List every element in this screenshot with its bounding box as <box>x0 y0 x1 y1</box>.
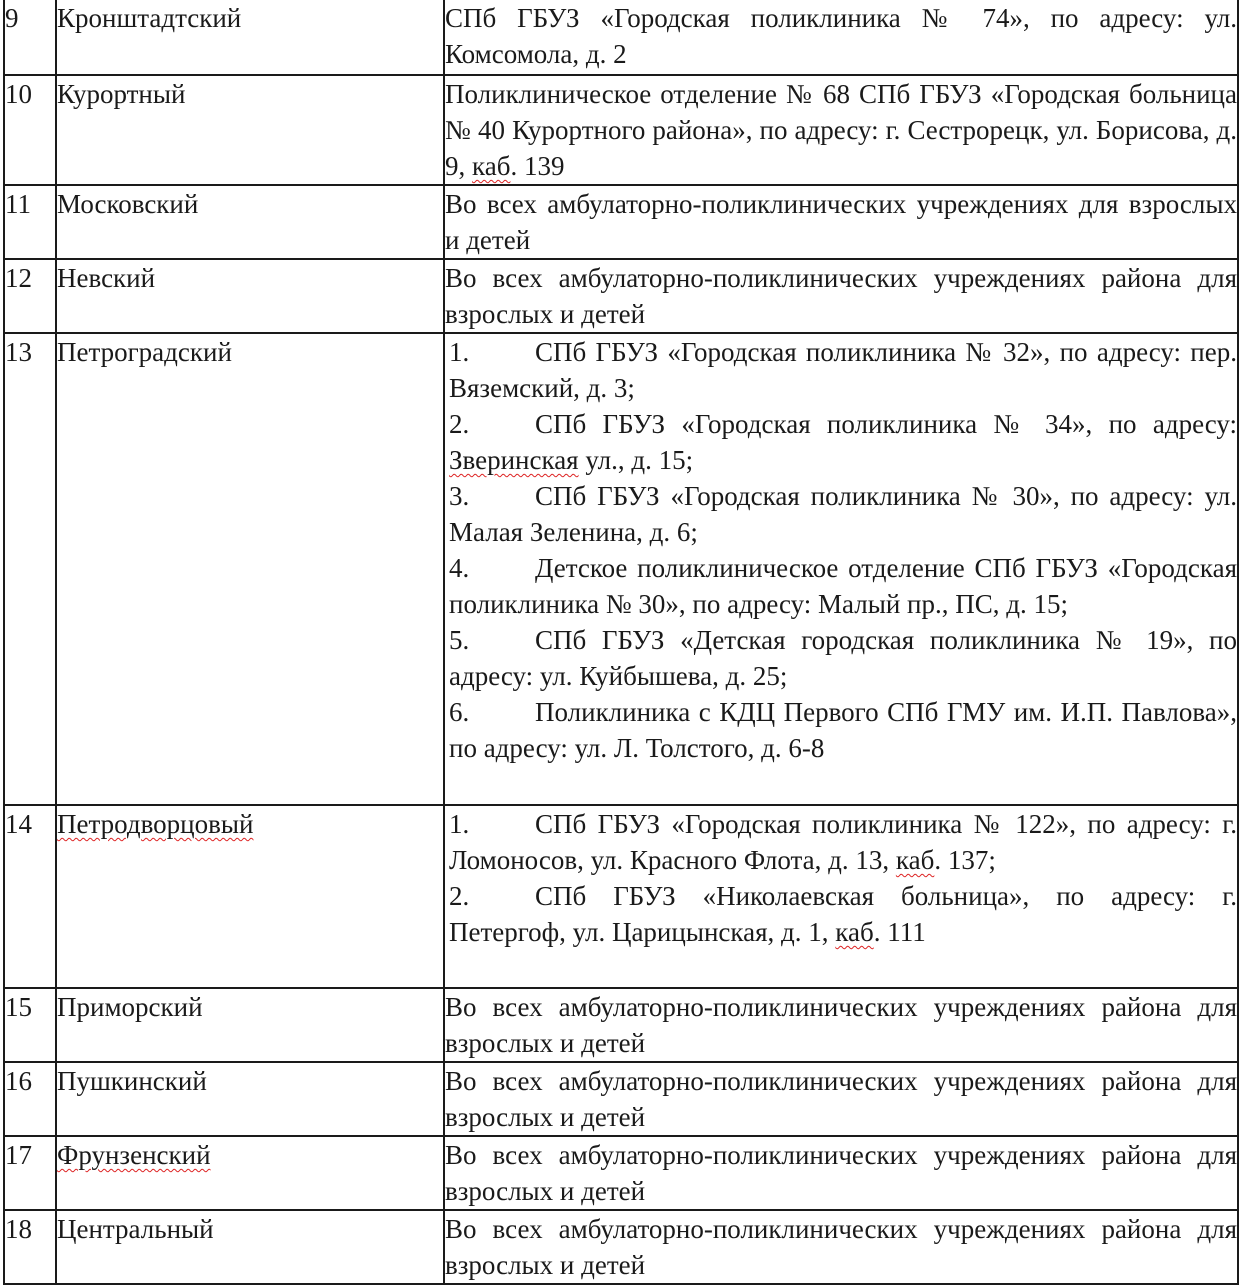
row-number: 15 <box>4 988 56 1062</box>
spellcheck-word: каб <box>895 845 935 875</box>
row-number: 17 <box>4 1136 56 1210</box>
table-row <box>4 1136 1238 1210</box>
clinic-address <box>444 185 1238 259</box>
clinic-address <box>444 333 1238 805</box>
table-row <box>4 259 1238 333</box>
spellcheck-word: Петродворцовый <box>57 809 254 839</box>
clinic-address <box>444 1210 1238 1284</box>
clinic-address <box>444 0 1238 75</box>
address-text: Во всех амбулаторно-поликлинических учреждениях района для взрослых и детей <box>445 1140 1237 1206</box>
table-row <box>4 333 1238 805</box>
row-number: 13 <box>4 333 56 805</box>
district-clinics-table <box>3 0 1239 1285</box>
district-name: Московский <box>56 185 444 259</box>
clinic-address <box>444 1136 1238 1210</box>
district-name <box>56 805 444 988</box>
table-row <box>4 1210 1238 1284</box>
district-name: Центральный <box>56 1210 444 1284</box>
district-name <box>56 1136 444 1210</box>
clinic-list-item: 3. СПб ГБУЗ «Городская поликлиника № 30», по адресу: ул. Малая Зеленина, д. 6; <box>449 481 1237 547</box>
clinic-list-item: 2. СПб ГБУЗ «Городская поликлиника № 34», по адресу: Зверинская ул., д. 15; <box>449 409 1237 475</box>
clinic-address <box>444 805 1238 988</box>
spellcheck-word: Зверинская <box>449 445 579 475</box>
clinic-list-item: 6. Поликлиника с КДЦ Первого СПб ГМУ им. И.П. Павлова», по адресу: ул. Л. Толстого, д. 6-8 <box>449 697 1237 763</box>
row-number: 9 <box>4 0 56 75</box>
spellcheck-word: каб <box>472 151 511 181</box>
district-name: Кронштадтский <box>56 0 444 75</box>
address-text: Во всех амбулаторно-поликлинических учреждениях района для взрослых и детей <box>445 1214 1237 1280</box>
district-name: Приморский <box>56 988 444 1062</box>
clinic-list-item: 5. СПб ГБУЗ «Детская городская поликлиника № 19», по адресу: ул. Куйбышева, д. 25; <box>449 625 1237 691</box>
clinic-address <box>444 1062 1238 1136</box>
district-name: Невский <box>56 259 444 333</box>
row-number: 12 <box>4 259 56 333</box>
table-row <box>4 185 1238 259</box>
clinic-list-item: 1. СПб ГБУЗ «Городская поликлиника № 122», по адресу: г. Ломоносов, ул. Красного Флота, д. 13, каб. 137; <box>449 809 1237 875</box>
row-number: 10 <box>4 75 56 185</box>
clinic-address <box>444 988 1238 1062</box>
address-text: СПб ГБУЗ «Городская поликлиника № 74», по адресу: ул. Комсомола, д. 2 <box>445 3 1237 69</box>
clinic-address <box>444 75 1238 185</box>
address-text: Во всех амбулаторно-поликлинических учреждениях для взрослых и детей <box>445 189 1237 255</box>
address-text: Поликлиническое отделение № 68 СПб ГБУЗ «Городская больница № 40 Курортного района», по адресу: г. Сестрорецк, ул. Борисова, д. 9, каб. 139 <box>445 79 1237 181</box>
spellcheck-word: Фрунзенский <box>57 1140 211 1170</box>
row-number: 14 <box>4 805 56 988</box>
table-row <box>4 0 1238 75</box>
district-name: Петроградский <box>56 333 444 805</box>
district-name: Курортный <box>56 75 444 185</box>
address-text: Во всех амбулаторно-поликлинических учреждениях района для взрослых и детей <box>445 992 1237 1058</box>
address-text: Во всех амбулаторно-поликлинических учреждениях района для взрослых и детей <box>445 1066 1237 1132</box>
table-row <box>4 805 1238 988</box>
clinic-list-item: 1. СПб ГБУЗ «Городская поликлиника № 32», по адресу: пер. Вяземский, д. 3; <box>449 337 1237 403</box>
clinic-list-item: 4. Детское поликлиническое отделение СПб ГБУЗ «Городская поликлиника № 30», по адресу: Малый пр., ПС, д. 15; <box>449 553 1237 619</box>
row-number: 16 <box>4 1062 56 1136</box>
district-name: Пушкинский <box>56 1062 444 1136</box>
address-text: Во всех амбулаторно-поликлинических учреждениях района для взрослых и детей <box>445 263 1237 329</box>
row-number: 18 <box>4 1210 56 1284</box>
clinic-address <box>444 259 1238 333</box>
spellcheck-word: каб <box>835 917 874 947</box>
clinic-list-item: 2. СПб ГБУЗ «Николаевская больница», по адресу: г. Петергоф, ул. Царицынская, д. 1, каб. 111 <box>449 881 1237 947</box>
table-row <box>4 988 1238 1062</box>
row-number: 11 <box>4 185 56 259</box>
table-row <box>4 1062 1238 1136</box>
table-row <box>4 75 1238 185</box>
